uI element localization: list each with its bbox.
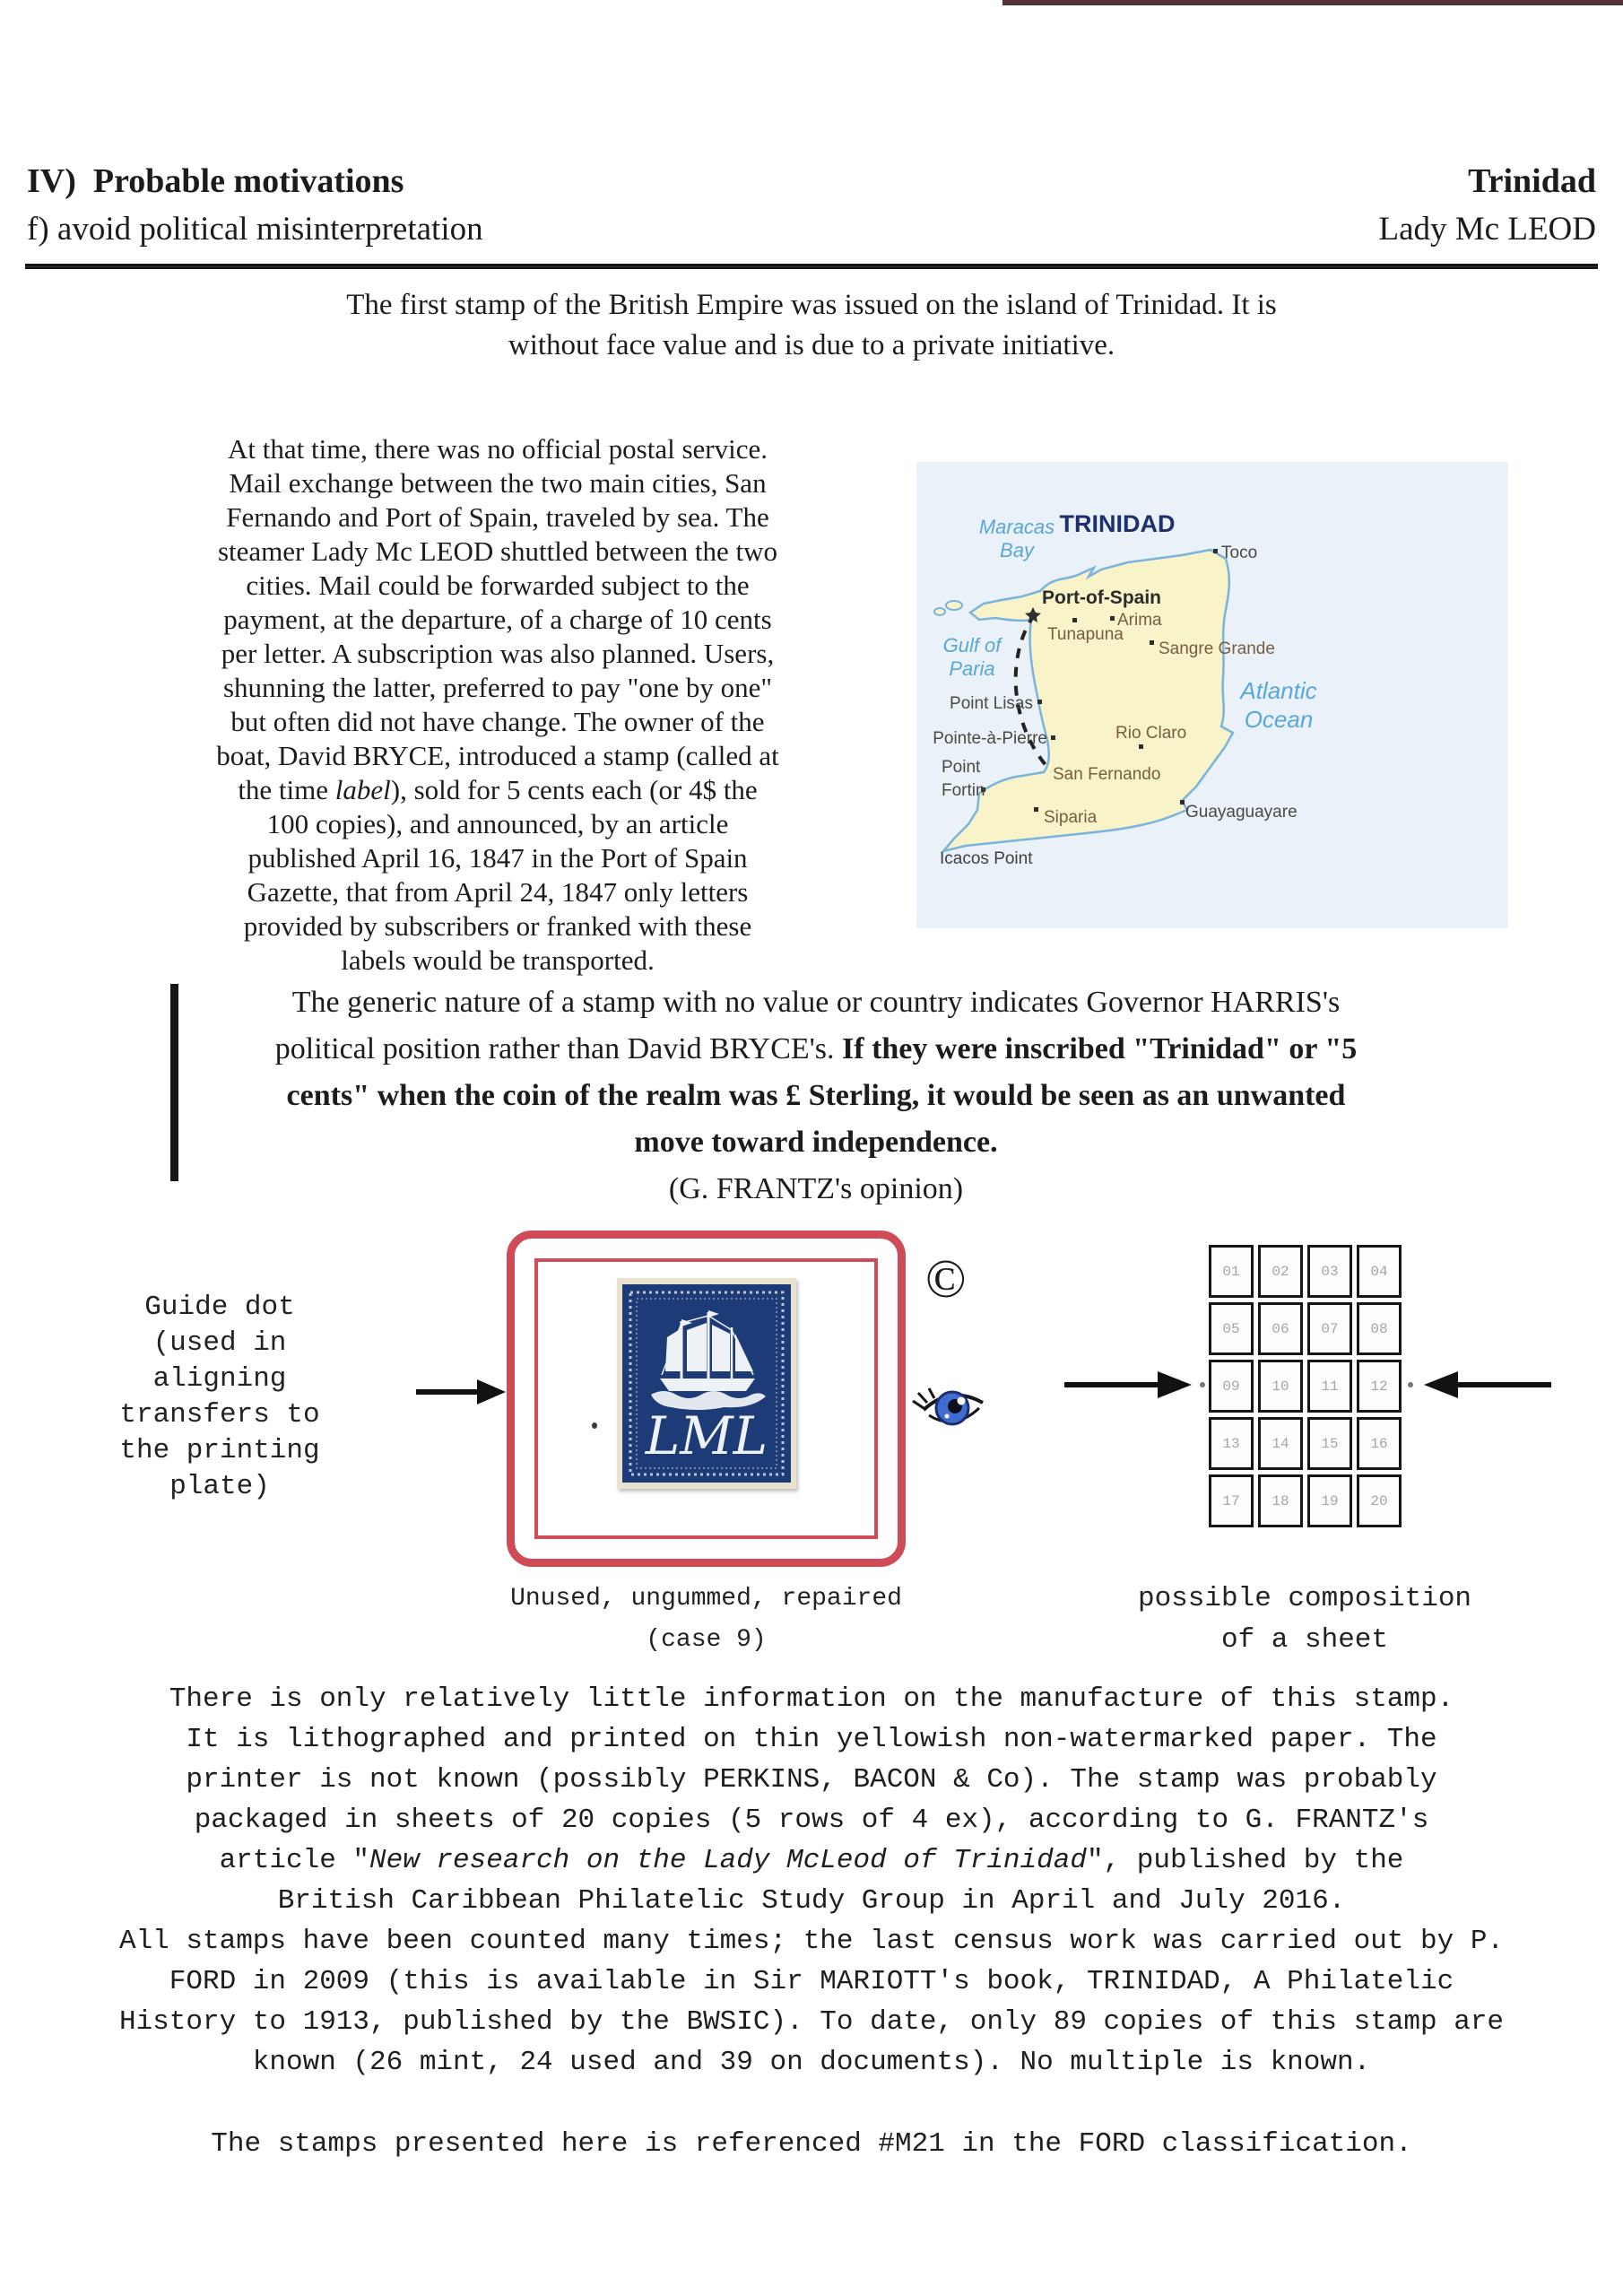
sheet-cell: 06 [1258, 1302, 1303, 1355]
manufacture-line: British Caribbean Philatelic Study Group in April and July 2016. [277, 1885, 1346, 1917]
sheet-left-arrow-icon [1063, 1367, 1197, 1403]
quote-text: The generic nature of a stamp with no value or country indicates Governor HARRIS's [291, 986, 1341, 1019]
manufacture-paragraph [0, 1679, 1623, 1921]
point-lisas-label: Point Lisas [950, 694, 1033, 713]
quote-bold-text: If they were inscribed "Trinidad" or "5 [842, 1032, 1358, 1065]
intro-line: The first stamp of the British Empire was issued on the island of Trinidad. It is [346, 289, 1277, 321]
right-arrow-icon [414, 1374, 508, 1410]
atlantic-ocean-label: Ocean [1244, 706, 1314, 733]
map-title: TRINIDAD [1059, 510, 1176, 537]
story-text: the time [238, 774, 335, 805]
sheet-cell: 19 [1307, 1474, 1352, 1527]
stamp-monogram: LML [645, 1405, 768, 1466]
manufacture-line: It is lithographed and printed on thin yellowish non-watermarked paper. The [186, 1724, 1437, 1755]
intro-line: without face value and is due to a private initiative. [508, 329, 1115, 361]
sheet-right-arrow-icon [1419, 1367, 1553, 1403]
sheet-cell: 12 [1357, 1360, 1402, 1413]
sheet-guide-dot [1200, 1382, 1205, 1387]
guide-label-line: Guide dot [144, 1292, 295, 1323]
sheet-caption-line: of a sheet [1220, 1624, 1389, 1656]
quote-text: (G. FRANTZ's opinion) [668, 1172, 964, 1205]
guide-label-line: transfers to [119, 1399, 320, 1431]
quote-bold-text: cents" when the coin of the realm was £ Sterling, it would be seen as an unwanted [286, 1079, 1346, 1112]
port-of-spain-label: Port-of-Spain [1042, 587, 1161, 608]
item-title: Lady Mc LEOD [1378, 211, 1596, 248]
header-row-1 [27, 161, 1596, 201]
story-line: At that time, there was no official postal service. [227, 433, 768, 465]
guide-dot-label [49, 1290, 390, 1505]
article-title: New research on the Lady McLeod of Trinidad [369, 1845, 1087, 1876]
eye-icon [911, 1379, 990, 1435]
trinidad-map [916, 462, 1508, 928]
quote-bold-text: move toward independence. [634, 1126, 998, 1159]
quote-line [211, 979, 1421, 1026]
reference-line: The stamps presented here is referenced #M21 in the FORD classification. [211, 2128, 1412, 2160]
story-line: but often did not have change. The owner of the [230, 706, 765, 737]
manufacture-text: article " [219, 1845, 370, 1876]
guide-label-line: plate) [169, 1471, 270, 1502]
san-fernando-label: San Fernando [1053, 765, 1161, 784]
atlantic-ocean-label: Atlantic [1240, 677, 1317, 704]
quote-bar [170, 984, 178, 1181]
rio-claro-label: Rio Claro [1115, 724, 1187, 743]
stamp-caption [498, 1578, 915, 1661]
subsection-title: f) avoid political misinterpretation [27, 211, 483, 248]
sheet-guide-dot [1408, 1382, 1413, 1387]
quote-block [211, 979, 1421, 1213]
story-line: labels would be transported. [341, 944, 655, 976]
stamp-caption-line: Unused, ungummed, repaired [510, 1585, 902, 1613]
manufacture-line [0, 1840, 1623, 1881]
quote-line [211, 1073, 1421, 1119]
lady-mcleod-stamp [617, 1278, 796, 1489]
stamp-caption-line: (case 9) [646, 1626, 767, 1654]
guide-label-line: (used in [152, 1327, 287, 1359]
stamp-photo-card [507, 1231, 906, 1567]
story-italic-word: label [334, 774, 391, 805]
quote-text: political position rather than David BRYCE's. [274, 1032, 843, 1065]
story-line: Fernando and Port of Spain, traveled by sea. The [226, 501, 769, 533]
scan-edge-bar [1002, 0, 1623, 5]
story-line: 100 copies), and announced, by an article [266, 808, 729, 839]
pointe-a-pierre-label: Pointe-à-Pierre [933, 729, 1047, 748]
sheet-cell: 03 [1307, 1245, 1352, 1298]
story-line: provided by subscribers or franked with these [243, 910, 752, 942]
gulf-of-paria-label: Gulf of [942, 634, 1002, 657]
story-line: Mail exchange between the two main cities, San [229, 467, 767, 499]
manufacture-line: packaged in sheets of 20 copies (5 rows of 4 ex), according to G. FRANTZ's [194, 1805, 1429, 1836]
census-line: All stamps have been counted many times; the last census work was carried out by P. [118, 1926, 1505, 1957]
quote-line [211, 1119, 1421, 1166]
sheet-grid [1209, 1245, 1402, 1527]
point-fortin-label: Point [942, 758, 981, 777]
sheet-cell: 01 [1209, 1245, 1254, 1298]
sheet-cell: 05 [1209, 1302, 1254, 1355]
sangre-grande-label: Sangre Grande [1159, 639, 1275, 658]
arima-label: Arima [1117, 611, 1162, 630]
quote-line [211, 1026, 1421, 1073]
sheet-cell: 13 [1209, 1417, 1254, 1470]
guide-label-line: the printing [119, 1435, 320, 1466]
sheet-cell: 08 [1357, 1302, 1402, 1355]
sheet-cell: 17 [1209, 1474, 1254, 1527]
tunapuna-label: Tunapuna [1047, 625, 1124, 644]
maracas-bay-label: Maracas [978, 516, 1055, 538]
story-text: ), sold for 5 cents each (or 4$ the [390, 774, 758, 805]
section-title: IV) Probable motivations [27, 162, 404, 200]
quote-attribution [211, 1166, 1421, 1213]
intro-paragraph [0, 285, 1623, 366]
gulf-of-paria-label: Paria [949, 657, 995, 680]
point-fortin-label: Fortin [942, 781, 985, 800]
manufacture-text: ", published by the [1086, 1845, 1404, 1876]
guide-label-line: aligning [152, 1363, 287, 1395]
sheet-cell: 20 [1357, 1474, 1402, 1527]
sheet-cell: 16 [1357, 1417, 1402, 1470]
bocas-island [934, 608, 945, 615]
sheet-cell: 04 [1357, 1245, 1402, 1298]
header-rule [25, 264, 1598, 269]
copyright-symbol: © [925, 1249, 967, 1309]
sheet-cell: 09 [1209, 1360, 1254, 1413]
story-line: Gazette, that from April 24, 1847 only letters [247, 876, 749, 908]
story-line [85, 773, 910, 807]
sheet-cell: 18 [1258, 1474, 1303, 1527]
story-line: shunning the latter, preferred to pay "one by one" [222, 672, 772, 703]
story-line: boat, David BRYCE, introduced a stamp (called at [216, 740, 779, 771]
sheet-cell: 11 [1307, 1360, 1352, 1413]
sheet-cell: 10 [1258, 1360, 1303, 1413]
manufacture-line: printer is not known (possibly PERKINS, BACON & Co). The stamp was probably [186, 1764, 1437, 1796]
header-row-2 [27, 210, 1596, 248]
guayaguayare-label: Guayaguayare [1185, 803, 1298, 822]
story-paragraph [85, 432, 910, 978]
census-line: known (26 mint, 24 used and 39 on documents). No multiple is known. [252, 2047, 1371, 2078]
sheet-cell: 02 [1258, 1245, 1303, 1298]
sheet-cell: 07 [1307, 1302, 1352, 1355]
story-line: cities. Mail could be forwarded subject to the [246, 570, 750, 601]
story-line: steamer Lady Mc LEOD shuttled between the two [217, 535, 778, 567]
census-paragraph [0, 1921, 1623, 2083]
bocas-island [946, 601, 962, 610]
trinidad-map-svg [916, 462, 1508, 928]
sheet-cell: 14 [1258, 1417, 1303, 1470]
census-line: FORD in 2009 (this is available in Sir MARIOTT's book, TRINIDAD, A Philatelic [169, 1966, 1454, 1997]
siparia-label: Siparia [1044, 808, 1098, 827]
maracas-bay-label: Bay [1000, 539, 1034, 561]
story-line: per letter. A subscription was also planned. Users, [221, 638, 775, 669]
sheet-caption [1125, 1578, 1484, 1661]
story-line: payment, at the departure, of a charge of 10 cents [223, 604, 772, 635]
story-line: published April 16, 1847 in the Port of Spain [247, 842, 748, 874]
icacos-point-label: Icacos Point [940, 849, 1033, 868]
guide-dot [592, 1422, 597, 1429]
manufacture-line: There is only relatively little information on the manufacture of this stamp. [169, 1683, 1454, 1715]
sheet-cell: 15 [1307, 1417, 1352, 1470]
census-line: History to 1913, published by the BWSIC). To date, only 89 copies of this stamp are [118, 2006, 1505, 2038]
toco-label: Toco [1221, 544, 1258, 562]
sheet-caption-line: possible composition [1137, 1583, 1472, 1614]
region-title: Trinidad [1468, 162, 1596, 200]
